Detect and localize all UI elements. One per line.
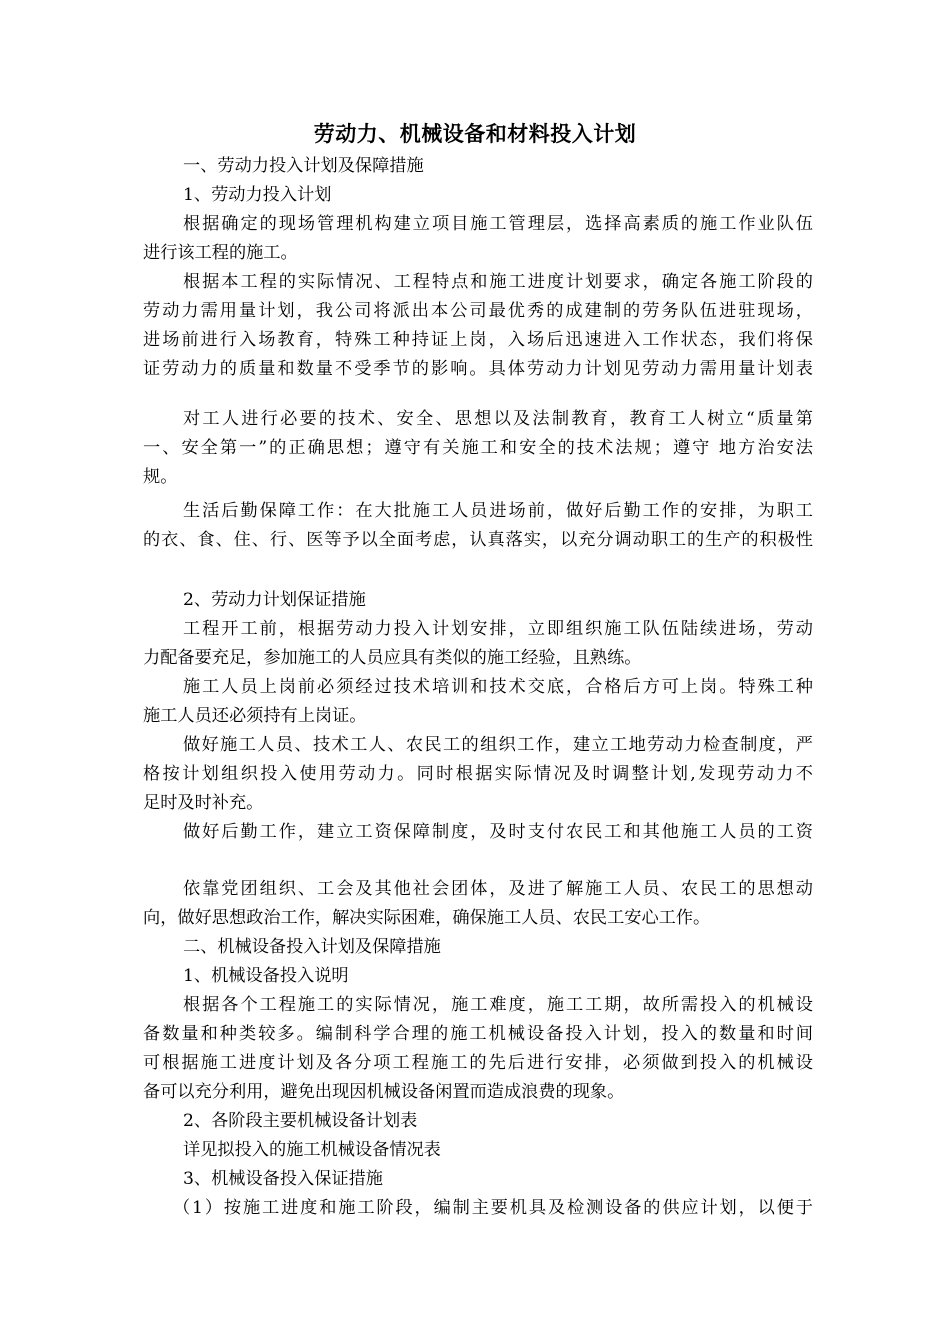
paragraph-line: 依靠党团组织、工会及其他社会团体，及进了解施工人员、农民工的思想动 <box>183 879 813 899</box>
paragraph-line: 工程开工前，根据劳动力投入计划安排，立即组织施工队伍陆续进场，劳动 <box>183 619 813 639</box>
section-heading: 二、机械设备投入计划及保障措施 <box>183 937 441 957</box>
paragraph-line: 的衣、食、住、行、医等予以全面考虑，认真落实，以充分调动职工的生产的积极性 <box>143 530 813 550</box>
paragraph-line: 根据各个工程施工的实际情况，施工难度，施工工期，故所需投入的机械设 <box>183 995 813 1015</box>
paragraph-line: 对工人进行必要的技术、安全、思想以及法制教育，教育工人树立“质量第 <box>183 409 813 429</box>
subsection-heading: 2、各阶段主要机械设备计划表 <box>183 1111 418 1131</box>
paragraph-line: 证劳动力的质量和数量不受季节的影响。具体劳动力计划见劳动力需用量计划表 <box>143 359 813 379</box>
paragraph-line: 生活后勤保障工作：在大批施工人员进场前，做好后勤工作的安排，为职工 <box>183 501 813 521</box>
paragraph-line: 劳动力需用量计划，我公司将派出本公司最优秀的成建制的劳务队伍进驻现场， <box>143 301 813 321</box>
paragraph-line: 格按计划组织投入使用劳动力。同时根据实际情况及时调整计划,发现劳动力不 <box>143 764 813 784</box>
subsection-heading: 3、机械设备投入保证措施 <box>183 1169 383 1189</box>
paragraph-line: 备数量和种类较多。编制科学合理的施工机械设备投入计划，投入的数量和时间 <box>143 1024 813 1044</box>
document-title: 劳动力、机械设备和材料投入计划 <box>313 121 637 146</box>
paragraph-line: 做好施工人员、技术工人、农民工的组织工作，建立工地劳动力检查制度，严 <box>183 735 813 755</box>
paragraph-line: 可根据施工进度计划及各分项工程施工的先后进行安排，必须做到投入的机械设 <box>143 1053 813 1073</box>
paragraph-line: 根据确定的现场管理机构建立项目施工管理层，选择高素质的施工作业队伍 <box>183 214 813 234</box>
paragraph-line: 向，做好思想政治工作，解决实际困难，确保施工人员、农民工安心工作。 <box>143 908 711 928</box>
paragraph-line: 规。 <box>143 467 178 487</box>
paragraph-line: 力配备要充足，参加施工的人员应具有类似的施工经验，且熟练。 <box>143 648 642 668</box>
paragraph-line: 施工人员还必须持有上岗证。 <box>143 706 367 726</box>
paragraph-line: （1）按施工进度和施工阶段，编制主要机具及检测设备的供应计划，以便于 <box>173 1198 813 1218</box>
paragraph-line: 备可以充分利用，避免出现因机械设备闲置而造成浪费的现象。 <box>143 1082 625 1102</box>
paragraph-line: 详见拟投入的施工机械设备情况表 <box>183 1140 441 1160</box>
paragraph-line: 进场前进行入场教育，特殊工种持证上岗，入场后迅速进入工作状态，我们将保 <box>143 330 813 350</box>
subsection-heading: 2、劳动力计划保证措施 <box>183 590 366 610</box>
paragraph-line: 足时及时补充。 <box>143 793 264 813</box>
section-heading: 一、劳动力投入计划及保障措施 <box>183 156 424 176</box>
subsection-heading: 1、机械设备投入说明 <box>183 966 349 986</box>
paragraph-line: 一、安全第一”的正确思想；遵守有关施工和安全的技术法规；遵守 地方治安法 <box>143 438 813 458</box>
paragraph-line: 进行该工程的施工。 <box>143 243 298 263</box>
subsection-heading: 1、劳动力投入计划 <box>183 185 332 205</box>
paragraph-line: 根据本工程的实际情况、工程特点和施工进度计划要求，确定各施工阶段的 <box>183 272 813 292</box>
paragraph-line: 做好后勤工作，建立工资保障制度，及时支付农民工和其他施工人员的工资 <box>183 822 813 842</box>
paragraph-line: 施工人员上岗前必须经过技术培训和技术交底，合格后方可上岗。特殊工种 <box>183 677 813 697</box>
